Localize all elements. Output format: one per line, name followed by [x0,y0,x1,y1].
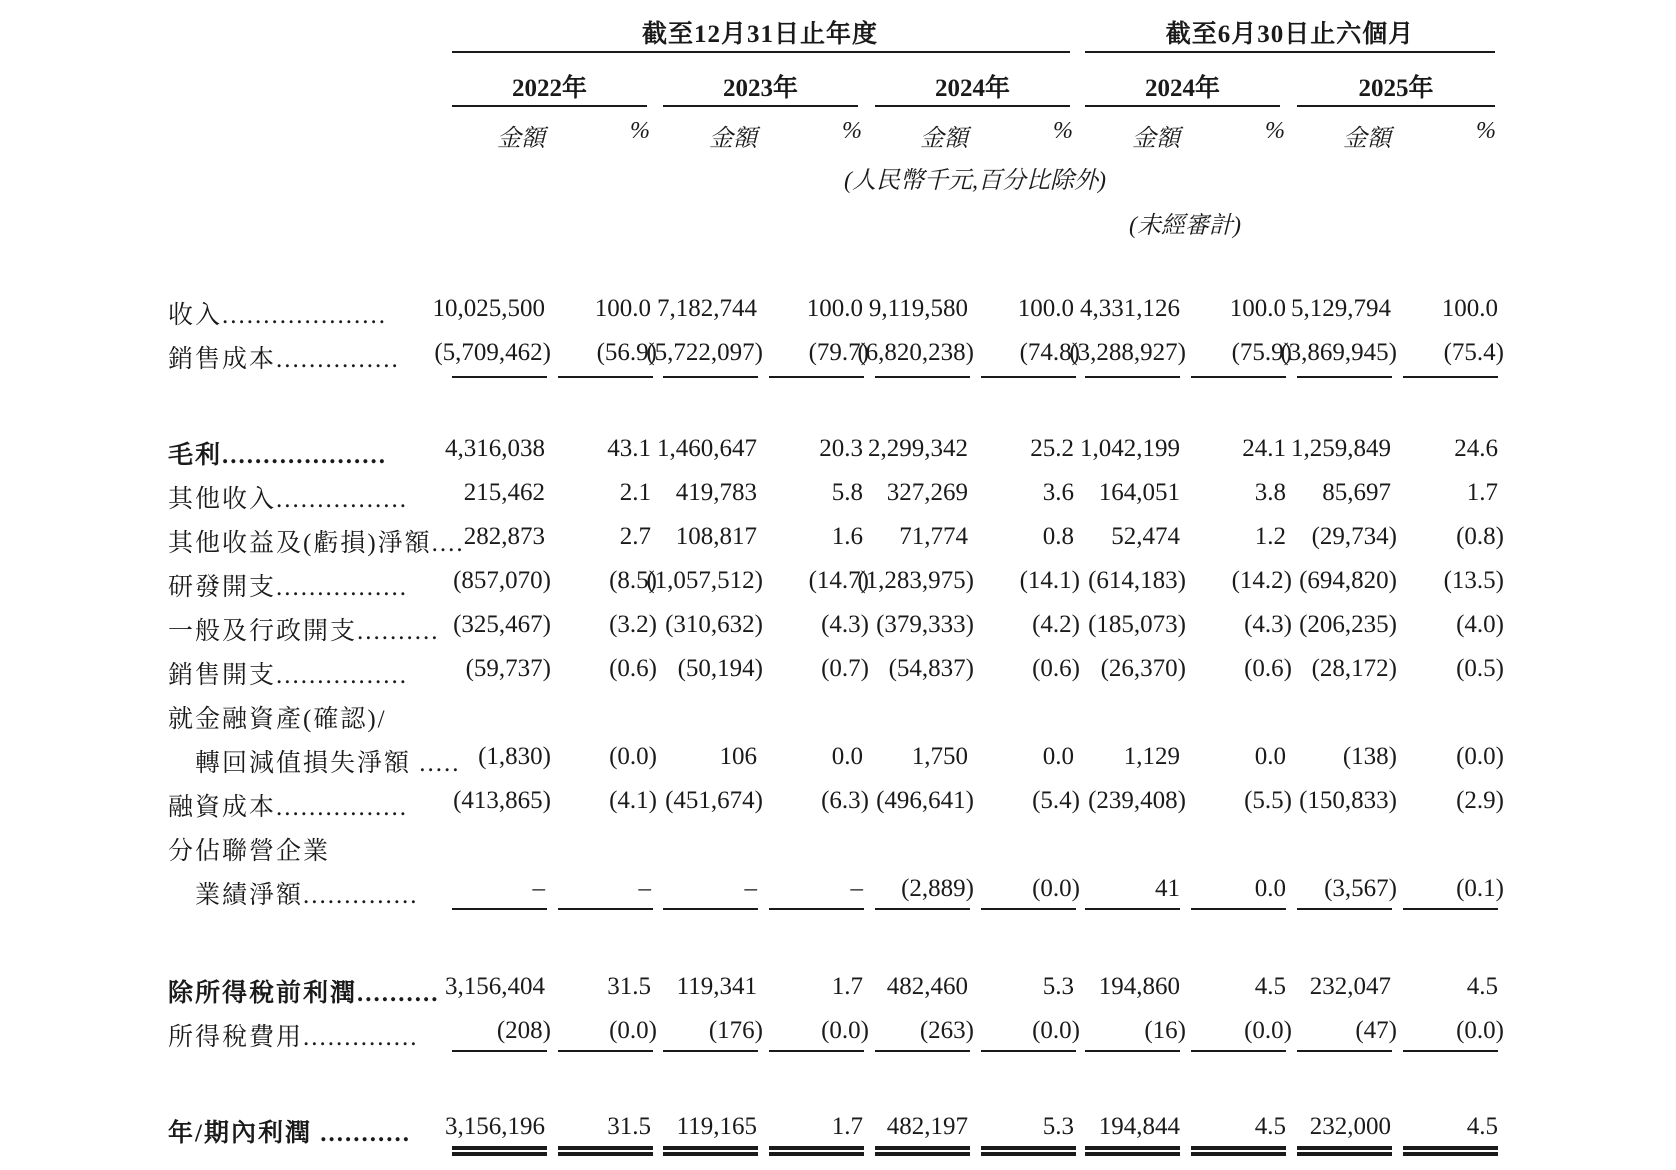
sub-amount-2: 金額 [709,126,757,152]
cell-percent: – [850,875,863,902]
cell-percent: (0.0) [1032,875,1080,902]
cell-percent: – [638,875,651,902]
row-label: 年/期內利潤 ........... [168,1120,411,1147]
sub-pct-5: % [1476,118,1496,144]
cell-amount: (29,734) [1311,523,1397,550]
double-underline [1191,1146,1286,1156]
sub-pct-4: % [1265,118,1285,144]
double-underline [1403,1146,1498,1156]
cell-percent: 3.8 [1254,479,1286,506]
row-label: 除所得稅前利潤.......... [168,980,440,1007]
cell-amount: (1,283,975) [857,567,974,594]
sub-amount-1: 金額 [497,126,545,152]
single-underline [558,908,653,910]
cell-percent: 2.7 [619,523,651,550]
cell-amount: 194,860 [1098,973,1180,1000]
cell-percent: (14.1) [1019,567,1080,594]
cell-amount: – [532,875,545,902]
double-underline [452,1146,547,1156]
cell-amount: (138) [1342,743,1397,770]
single-underline [981,1050,1076,1052]
sub-pct-1: % [630,118,650,144]
cell-amount: (206,235) [1299,611,1397,638]
cell-percent: 4.5 [1466,1113,1498,1140]
year-rule-half-2025 [1297,105,1495,107]
cell-percent: (8.5) [609,567,657,594]
cell-percent: 100.0 [806,295,863,322]
cell-amount: (857,070) [453,567,551,594]
cell-percent: (14.7) [808,567,869,594]
cell-percent: 24.1 [1242,435,1286,462]
cell-percent: 0.0 [1254,875,1286,902]
cell-percent: 3.6 [1042,479,1074,506]
cell-amount: 1,129 [1123,743,1180,770]
cell-percent: 100.0 [1441,295,1498,322]
cell-amount: (16) [1144,1017,1186,1044]
single-underline [663,1050,758,1052]
cell-percent: 31.5 [607,1113,651,1140]
cell-amount: 5,129,794 [1291,295,1391,322]
sub-pct-3: % [1053,118,1073,144]
cell-percent: 1.6 [831,523,863,550]
cell-amount: (50,194) [677,655,763,682]
cell-percent: (5.4) [1032,787,1080,814]
cell-amount: 106 [719,743,757,770]
cell-percent: 100.0 [594,295,651,322]
cell-percent: 0.0 [1042,743,1074,770]
cell-percent: 1.7 [1466,479,1498,506]
single-underline [769,376,864,378]
single-underline [875,376,970,378]
cell-percent: (0.5) [1456,655,1504,682]
cell-amount: 419,783 [675,479,757,506]
cell-percent: 0.0 [831,743,863,770]
double-underline [875,1146,970,1156]
single-underline [663,376,758,378]
cell-percent: 0.8 [1042,523,1074,550]
cell-amount: (59,737) [465,655,551,682]
cell-amount: (5,722,097) [646,339,763,366]
single-underline [769,908,864,910]
cell-amount: (2,889) [901,875,974,902]
cell-amount: (185,073) [1088,611,1186,638]
cell-amount: 119,165 [676,1113,757,1140]
single-underline [558,1050,653,1052]
cell-amount: (263) [919,1017,974,1044]
cell-amount: (1,057,512) [646,567,763,594]
cell-percent: (13.5) [1443,567,1504,594]
cell-amount: 10,025,500 [432,295,545,322]
cell-amount: (26,370) [1100,655,1186,682]
single-underline [452,908,547,910]
single-underline [1297,908,1392,910]
cell-percent: (2.9) [1456,787,1504,814]
cell-amount: (325,467) [453,611,551,638]
cell-percent: 4.5 [1466,973,1498,1000]
year-rule-2022 [452,105,647,107]
row-label: 業績淨額.............. [168,882,419,909]
unit-note: (人民幣千元,百分比除外) [844,168,1106,194]
cell-amount: 108,817 [675,523,757,550]
row-label: 收入.................... [168,302,388,329]
row-label: 其他收益及(虧損)淨額.... [168,530,465,557]
cell-percent: (0.0) [1032,1017,1080,1044]
row-label: 所得稅費用.............. [168,1024,419,1051]
cell-percent: (0.8) [1456,523,1504,550]
double-underline [663,1146,758,1156]
cell-percent: 20.3 [819,435,863,462]
cell-percent: (4.1) [609,787,657,814]
row-label: 一般及行政開支.......... [168,618,440,645]
year-rule-2024 [875,105,1070,107]
cell-percent: (0.0) [609,743,657,770]
cell-percent: (75.4) [1443,339,1504,366]
cell-percent: 31.5 [607,973,651,1000]
cell-percent: 5.8 [831,479,863,506]
cell-amount: (1,830) [478,743,551,770]
cell-percent: (0.6) [609,655,657,682]
header-group-year-rule [452,51,1070,53]
cell-percent: 5.3 [1042,973,1074,1000]
cell-amount: 232,047 [1309,973,1391,1000]
double-underline [1297,1146,1392,1156]
cell-amount: (451,674) [665,787,763,814]
cell-amount: (310,632) [665,611,763,638]
sub-amount-3: 金額 [920,126,968,152]
cell-amount: 282,873 [463,523,545,550]
cell-amount: (3,869,945) [1280,339,1397,366]
single-underline [1191,376,1286,378]
cell-percent: (0.0) [1456,743,1504,770]
row-label: 其他收入................ [168,486,409,513]
cell-percent: 100.0 [1229,295,1286,322]
cell-percent: (56.9) [596,339,657,366]
cell-amount: (54,837) [888,655,974,682]
single-underline [1085,376,1180,378]
sub-pct-2: % [842,118,862,144]
single-underline [1403,1050,1498,1052]
cell-amount: (614,183) [1088,567,1186,594]
cell-amount: (239,408) [1088,787,1186,814]
single-underline [1297,376,1392,378]
single-underline [875,1050,970,1052]
cell-percent: 100.0 [1017,295,1074,322]
cell-amount: 1,460,647 [657,435,757,462]
header-year-2022: 2022年 [511,75,587,102]
single-underline [1191,1050,1286,1052]
single-underline [558,376,653,378]
cell-amount: (694,820) [1299,567,1397,594]
header-group-year: 截至12月31日止年度 [641,21,878,48]
cell-percent: 4.5 [1254,1113,1286,1140]
row-label: 轉回減值損失淨額 ..... [168,750,461,777]
cell-percent: (4.3) [1244,611,1292,638]
cell-amount: 9,119,580 [868,295,968,322]
cell-percent: (5.5) [1244,787,1292,814]
cell-percent: (0.6) [1244,655,1292,682]
header-year-2023: 2023年 [722,75,798,102]
single-underline [663,908,758,910]
unaudited-note: (未經審計) [1129,213,1241,239]
cell-percent: (0.7) [821,655,869,682]
cell-percent: 1.2 [1254,523,1286,550]
cell-percent: (79.7) [808,339,869,366]
cell-percent: (0.0) [821,1017,869,1044]
cell-amount: 1,042,199 [1080,435,1180,462]
row-label: 就金融資產(確認)/ [168,706,387,733]
cell-amount: 327,269 [886,479,968,506]
single-underline [1085,908,1180,910]
single-underline [1297,1050,1392,1052]
single-underline [1191,908,1286,910]
row-label: 分佔聯營企業 [168,838,331,865]
sub-amount-5: 金額 [1343,126,1391,152]
cell-percent: (3.2) [609,611,657,638]
cell-percent: 2.1 [619,479,651,506]
cell-amount: (208) [496,1017,551,1044]
cell-amount: 52,474 [1111,523,1180,550]
cell-amount: 164,051 [1098,479,1180,506]
cell-percent: (75.9) [1231,339,1292,366]
cell-percent: (0.0) [609,1017,657,1044]
cell-percent: (0.0) [1456,1017,1504,1044]
year-rule-2023 [663,105,858,107]
cell-amount: 1,259,849 [1291,435,1391,462]
header-group-half: 截至6月30日止六個月 [1165,21,1415,48]
row-label: 銷售成本............... [168,346,400,373]
row-label: 融資成本................ [168,794,409,821]
row-label: 毛利.................... [168,442,388,469]
single-underline [452,376,547,378]
cell-amount: 7,182,744 [657,295,757,322]
header-year-2024: 2024年 [934,75,1010,102]
cell-amount: (379,333) [876,611,974,638]
cell-amount: 3,156,404 [445,973,545,1000]
cell-percent: (0.1) [1456,875,1504,902]
cell-amount: (3,288,927) [1069,339,1186,366]
cell-amount: 4,316,038 [445,435,545,462]
cell-amount: (47) [1355,1017,1397,1044]
single-underline [1403,376,1498,378]
cell-amount: (5,709,462) [434,339,551,366]
cell-amount: 194,844 [1098,1113,1180,1140]
cell-amount: (3,567) [1324,875,1397,902]
single-underline [1085,1050,1180,1052]
cell-percent: (0.6) [1032,655,1080,682]
cell-amount: (413,865) [453,787,551,814]
cell-amount: 2,299,342 [868,435,968,462]
cell-percent: (4.3) [821,611,869,638]
cell-percent: (0.0) [1244,1017,1292,1044]
cell-amount: 119,341 [676,973,757,1000]
cell-amount: 232,000 [1309,1113,1391,1140]
single-underline [452,1050,547,1052]
cell-percent: 1.7 [831,973,863,1000]
cell-amount: 3,156,196 [445,1113,545,1140]
cell-percent: 43.1 [607,435,651,462]
cell-percent: 4.5 [1254,973,1286,1000]
cell-amount: 215,462 [463,479,545,506]
year-rule-half-2024 [1085,105,1280,107]
single-underline [875,908,970,910]
cell-amount: 1,750 [911,743,968,770]
cell-percent: (74.8) [1019,339,1080,366]
sub-amount-4: 金額 [1132,126,1180,152]
row-label: 研發開支................ [168,574,409,601]
header-group-half-rule [1085,51,1495,53]
cell-amount: (496,641) [876,787,974,814]
cell-percent: (4.0) [1456,611,1504,638]
cell-percent: 1.7 [831,1113,863,1140]
double-underline [558,1146,653,1156]
row-label: 銷售開支................ [168,662,409,689]
single-underline [981,908,1076,910]
cell-amount: 482,197 [886,1113,968,1140]
cell-amount: (150,833) [1299,787,1397,814]
cell-percent: (4.2) [1032,611,1080,638]
single-underline [1403,908,1498,910]
cell-amount: (176) [708,1017,763,1044]
cell-percent: 5.3 [1042,1113,1074,1140]
header-half-2025: 2025年 [1358,75,1434,102]
double-underline [981,1146,1076,1156]
cell-amount: 85,697 [1322,479,1391,506]
cell-amount: 482,460 [886,973,968,1000]
double-underline [769,1146,864,1156]
double-underline [1085,1146,1180,1156]
cell-amount: 4,331,126 [1080,295,1180,322]
cell-amount: 71,774 [899,523,968,550]
cell-amount: (6,820,238) [857,339,974,366]
single-underline [981,376,1076,378]
cell-percent: (6.3) [821,787,869,814]
cell-percent: (14.2) [1231,567,1292,594]
cell-percent: 0.0 [1254,743,1286,770]
cell-amount: (28,172) [1311,655,1397,682]
cell-amount: 41 [1155,875,1180,902]
cell-percent: 24.6 [1454,435,1498,462]
cell-amount: – [744,875,757,902]
header-half-2024: 2024年 [1144,75,1220,102]
cell-percent: 25.2 [1030,435,1074,462]
single-underline [769,1050,864,1052]
